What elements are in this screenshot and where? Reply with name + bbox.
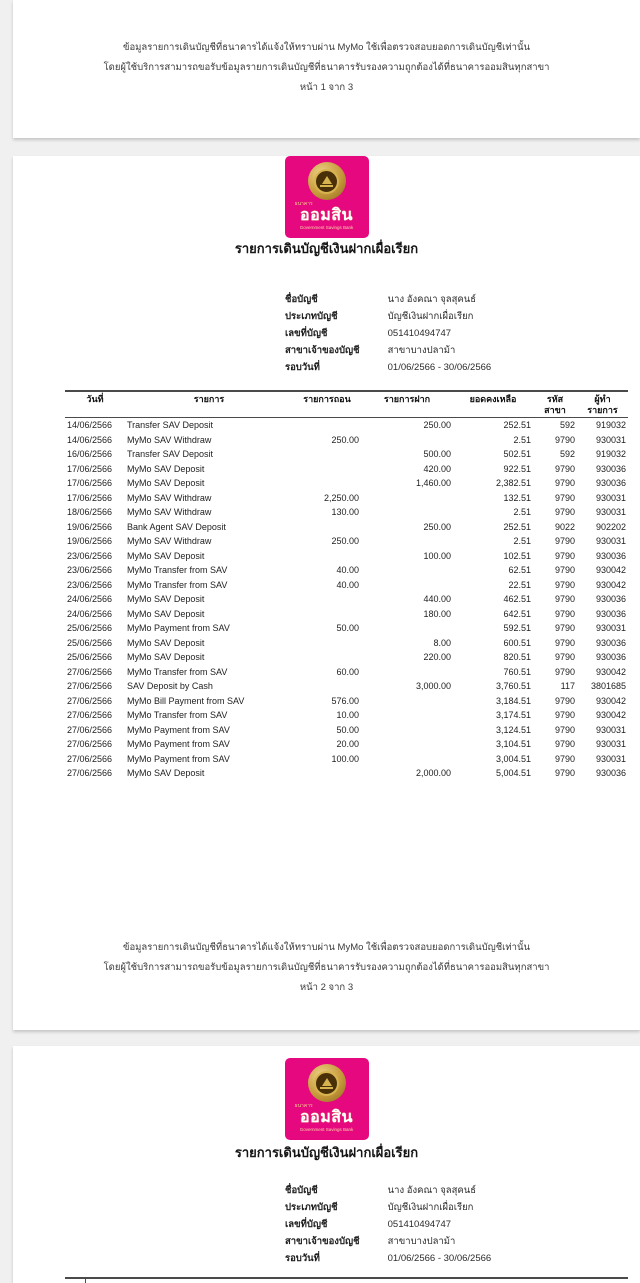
account-info-block bbox=[285, 1182, 640, 1267]
table-cell bbox=[293, 607, 361, 622]
header-description: รายการ bbox=[125, 391, 293, 418]
table-cell: 23/06/2566 bbox=[67, 550, 113, 561]
table-cell: 2.51 bbox=[513, 434, 531, 445]
table-cell: 40.00 bbox=[336, 579, 359, 590]
table-cell: 440.00 bbox=[423, 594, 451, 604]
table-cell bbox=[361, 433, 453, 448]
account-info-row bbox=[285, 359, 640, 376]
table-cell: 250.00 bbox=[331, 536, 359, 546]
table-cell: 2.51 bbox=[513, 507, 531, 517]
table-cell bbox=[293, 520, 361, 535]
account-number-label: เลขที่บัญชี bbox=[285, 1219, 328, 1230]
table-cell bbox=[361, 723, 453, 738]
table-cell: 9790 bbox=[554, 492, 575, 503]
table-cell: 3801685 bbox=[590, 681, 626, 691]
table-cell: 576.00 bbox=[331, 695, 359, 706]
table-cell: MyMo Transfer from SAV bbox=[127, 666, 228, 677]
table-cell: 3,000.00 bbox=[415, 681, 451, 691]
table-cell: 62.51 bbox=[508, 565, 531, 575]
table-cell: 17/06/2566 bbox=[67, 463, 113, 474]
logo-bank-word: ธนาคาร bbox=[294, 1103, 313, 1109]
table-row bbox=[65, 433, 628, 448]
table-cell: 502.51 bbox=[503, 449, 531, 459]
table-cell: 930036 bbox=[595, 637, 626, 648]
table-cell: 2,382.51 bbox=[495, 478, 531, 488]
header-branch-code bbox=[533, 391, 577, 418]
table-cell: 592 bbox=[559, 420, 575, 430]
next-table-top-border bbox=[65, 1277, 628, 1283]
table-cell: MyMo SAV Withdraw bbox=[127, 536, 212, 546]
transactions-table bbox=[65, 390, 628, 781]
table-cell bbox=[293, 418, 361, 433]
table-cell: 27/06/2566 bbox=[67, 681, 113, 691]
table-cell: 820.51 bbox=[503, 652, 531, 662]
table-row bbox=[65, 476, 628, 491]
table-row bbox=[65, 737, 628, 752]
table-cell: 930036 bbox=[595, 478, 626, 488]
table-cell: MyMo SAV Deposit bbox=[127, 550, 205, 561]
table-cell bbox=[293, 766, 361, 781]
table-cell: 9790 bbox=[554, 666, 575, 677]
table-cell: 2.51 bbox=[513, 536, 531, 546]
table-cell bbox=[293, 462, 361, 477]
page-indicator: หน้า 1 จาก 3 bbox=[299, 82, 354, 93]
gsb-emblem-inner bbox=[314, 169, 339, 194]
gsb-emblem-glyph bbox=[322, 1078, 332, 1086]
header-date: วันที่ bbox=[65, 391, 125, 418]
table-cell: 8.00 bbox=[433, 637, 451, 648]
table-cell: Transfer SAV Deposit bbox=[127, 449, 214, 459]
table-cell: 17/06/2566 bbox=[67, 478, 113, 488]
logo-bank-name: ออมสิน bbox=[300, 207, 353, 224]
table-cell: 930042 bbox=[595, 579, 626, 590]
gsb-emblem-glyph bbox=[322, 176, 332, 184]
table-cell: 20.00 bbox=[336, 739, 359, 749]
header-operator-line2: รายการ bbox=[587, 404, 618, 415]
table-cell bbox=[361, 737, 453, 752]
table-cell: 102.51 bbox=[503, 550, 531, 561]
header-operator bbox=[577, 391, 628, 418]
table-cell bbox=[361, 534, 453, 549]
logo-bank-word: ธนาคาร bbox=[294, 201, 313, 207]
table-cell: 3,184.51 bbox=[495, 695, 531, 706]
page-3-fragment bbox=[13, 1046, 640, 1283]
logo-bank-name: ออมสิน bbox=[300, 1109, 353, 1126]
table-cell: 9790 bbox=[554, 550, 575, 561]
table-cell: 9790 bbox=[554, 637, 575, 648]
table-cell: 919032 bbox=[595, 449, 626, 459]
account-info-block bbox=[285, 291, 640, 376]
table-row bbox=[65, 723, 628, 738]
table-cell: 9790 bbox=[554, 710, 575, 720]
gsb-emblem-base bbox=[320, 1087, 333, 1089]
table-cell: 25/06/2566 bbox=[67, 637, 113, 648]
table-cell bbox=[361, 665, 453, 680]
table-cell bbox=[361, 563, 453, 578]
gsb-emblem-base bbox=[320, 185, 333, 187]
table-cell bbox=[361, 505, 453, 520]
table-cell: 3,004.51 bbox=[495, 753, 531, 764]
table-row bbox=[65, 462, 628, 477]
statement-title: รายการเดินบัญชีเงินฝากเผื่อเรียก bbox=[234, 241, 419, 256]
account-info-row bbox=[285, 342, 640, 359]
table-cell bbox=[361, 578, 453, 593]
account-info-row bbox=[285, 1182, 640, 1199]
table-cell: 27/06/2566 bbox=[67, 724, 113, 735]
disclaimer-line-2: โดยผู้ใช้บริการสามารถขอรับข้อมูลรายการเดินบัญชีที่ธนาคารรับรองความถูกต้องได้ที่ธนาคารออมสินทุกสาขา bbox=[103, 962, 550, 973]
disclaimer-line-2: โดยผู้ใช้บริการสามารถขอรับข้อมูลรายการเดินบัญชีที่ธนาคารรับรองความถูกต้องได้ที่ธนาคารออมสินทุกสาขา bbox=[103, 62, 550, 73]
table-cell bbox=[293, 679, 361, 694]
account-info-row bbox=[285, 291, 640, 308]
table-cell: 27/06/2566 bbox=[67, 666, 113, 677]
table-cell: 930042 bbox=[595, 666, 626, 677]
table-cell: MyMo Payment from SAV bbox=[127, 623, 230, 633]
table-cell: 9022 bbox=[554, 521, 575, 532]
table-cell: MyMo Payment from SAV bbox=[127, 753, 230, 764]
account-type-value: บัญชีเงินฝากเผื่อเรียก bbox=[387, 311, 474, 322]
table-row bbox=[65, 607, 628, 622]
table-row bbox=[65, 665, 628, 680]
table-cell: 60.00 bbox=[336, 666, 359, 677]
table-cell: 23/06/2566 bbox=[67, 579, 113, 590]
table-cell bbox=[293, 476, 361, 491]
table-cell: 922.51 bbox=[503, 463, 531, 474]
statement-period-label: รอบวันที่ bbox=[285, 1253, 320, 1264]
table-row bbox=[65, 636, 628, 651]
table-cell: MyMo Transfer from SAV bbox=[127, 565, 228, 575]
table-cell: 50.00 bbox=[336, 623, 359, 633]
table-cell: 18/06/2566 bbox=[67, 507, 113, 517]
logo-bank-name-en: Government Savings Bank bbox=[299, 225, 354, 230]
statement-period-label: รอบวันที่ bbox=[285, 362, 320, 373]
table-cell: 27/06/2566 bbox=[67, 768, 113, 778]
table-cell: 27/06/2566 bbox=[67, 739, 113, 749]
table-cell: 9790 bbox=[554, 768, 575, 778]
table-cell bbox=[293, 636, 361, 651]
account-info-row bbox=[285, 1216, 640, 1233]
table-cell: 132.51 bbox=[503, 492, 531, 503]
table-cell: 1,460.00 bbox=[415, 478, 451, 488]
table-cell: 930031 bbox=[595, 536, 626, 546]
table-cell: 760.51 bbox=[503, 666, 531, 677]
table-cell: 3,124.51 bbox=[495, 724, 531, 735]
table-cell: 592 bbox=[559, 449, 575, 459]
table-cell bbox=[361, 694, 453, 709]
table-row bbox=[65, 447, 628, 462]
table-cell: 930036 bbox=[595, 594, 626, 604]
table-cell: 902202 bbox=[595, 521, 626, 532]
table-cell: 9790 bbox=[554, 695, 575, 706]
table-cell: 100.00 bbox=[331, 753, 359, 764]
account-name-label: ชื่อบัญชี bbox=[285, 294, 318, 305]
table-cell: 930042 bbox=[595, 695, 626, 706]
table-cell: MyMo SAV Deposit bbox=[127, 478, 205, 488]
table-cell: MyMo SAV Deposit bbox=[127, 637, 205, 648]
table-cell: 16/06/2566 bbox=[67, 449, 113, 459]
table-cell: 462.51 bbox=[503, 594, 531, 604]
statement-period-value: 01/06/2566 - 30/06/2566 bbox=[387, 362, 492, 373]
header-deposit: รายการฝาก bbox=[361, 391, 453, 418]
table-cell: 9790 bbox=[554, 579, 575, 590]
table-cell: 930036 bbox=[595, 608, 626, 619]
table-cell: 130.00 bbox=[331, 507, 359, 517]
table-cell bbox=[361, 752, 453, 767]
table-cell: MyMo SAV Withdraw bbox=[127, 434, 212, 445]
table-cell bbox=[293, 549, 361, 564]
table-cell: 420.00 bbox=[423, 463, 451, 474]
table-cell: 5,004.51 bbox=[495, 768, 531, 778]
table-row bbox=[65, 708, 628, 723]
account-branch-label: สาขาเจ้าของบัญชี bbox=[285, 345, 360, 356]
table-row bbox=[65, 491, 628, 506]
table-cell: 930031 bbox=[595, 739, 626, 749]
table-cell: 9790 bbox=[554, 478, 575, 488]
table-cell: SAV Deposit by Cash bbox=[127, 681, 213, 691]
table-cell: 250.00 bbox=[423, 420, 451, 430]
table-row bbox=[65, 766, 628, 781]
table-cell: 642.51 bbox=[503, 608, 531, 619]
table-cell: 14/06/2566 bbox=[67, 434, 113, 445]
table-cell: 9790 bbox=[554, 507, 575, 517]
table-cell: 500.00 bbox=[423, 449, 451, 459]
table-cell: MyMo SAV Withdraw bbox=[127, 492, 212, 503]
table-row bbox=[65, 592, 628, 607]
table-cell: 24/06/2566 bbox=[67, 608, 113, 619]
account-type-label: ประเภทบัญชี bbox=[285, 1202, 338, 1213]
table-cell: 930036 bbox=[595, 463, 626, 474]
table-cell bbox=[361, 491, 453, 506]
table-cell: 250.00 bbox=[331, 434, 359, 445]
table-cell: 930031 bbox=[595, 492, 626, 503]
table-cell: 19/06/2566 bbox=[67, 521, 113, 532]
account-branch-value: สาขาบางปลาม้า bbox=[387, 1236, 456, 1247]
gsb-bank-logo bbox=[285, 156, 369, 238]
table-row bbox=[65, 549, 628, 564]
table-cell: 27/06/2566 bbox=[67, 695, 113, 706]
table-cell: 930036 bbox=[595, 652, 626, 662]
table-row bbox=[65, 534, 628, 549]
table-cell: 180.00 bbox=[423, 608, 451, 619]
table-row bbox=[65, 520, 628, 535]
gsb-bank-logo bbox=[285, 1058, 369, 1140]
table-cell: 27/06/2566 bbox=[67, 710, 113, 720]
table-cell: 27/06/2566 bbox=[67, 753, 113, 764]
table-cell: Bank Agent SAV Deposit bbox=[127, 521, 226, 532]
table-cell: 930036 bbox=[595, 550, 626, 561]
table-cell: 23/06/2566 bbox=[67, 565, 113, 575]
table-cell: 3,760.51 bbox=[495, 681, 531, 691]
table-cell bbox=[293, 650, 361, 665]
table-cell: 40.00 bbox=[336, 565, 359, 575]
logo-bank-name-en: Government Savings Bank bbox=[299, 1127, 354, 1132]
table-row bbox=[65, 621, 628, 636]
table-cell: 25/06/2566 bbox=[67, 623, 113, 633]
table-cell: 930031 bbox=[595, 724, 626, 735]
table-cell: 250.00 bbox=[423, 521, 451, 532]
header-branch-line2: สาขา bbox=[544, 404, 566, 415]
account-info-row bbox=[285, 1199, 640, 1216]
account-number-value: 051410494747 bbox=[387, 1219, 452, 1230]
table-cell: 14/06/2566 bbox=[67, 420, 113, 430]
table-cell: 50.00 bbox=[336, 724, 359, 735]
table-cell: 17/06/2566 bbox=[67, 492, 113, 503]
page-2-statement bbox=[13, 156, 640, 1030]
table-cell: 930042 bbox=[595, 565, 626, 575]
transactions-body bbox=[65, 418, 628, 781]
table-cell: MyMo SAV Deposit bbox=[127, 652, 205, 662]
table-cell: MyMo SAV Withdraw bbox=[127, 507, 212, 517]
table-cell: 9790 bbox=[554, 623, 575, 633]
table-cell: 9790 bbox=[554, 724, 575, 735]
table-cell: 252.51 bbox=[503, 521, 531, 532]
table-cell: 22.51 bbox=[508, 579, 531, 590]
table-cell: 117 bbox=[560, 681, 575, 691]
table-cell: 9790 bbox=[554, 608, 575, 619]
table-cell: 19/06/2566 bbox=[67, 536, 113, 546]
account-number-value: 051410494747 bbox=[387, 328, 452, 339]
account-type-label: ประเภทบัญชี bbox=[285, 311, 338, 322]
header-balance: ยอดคงเหลือ bbox=[453, 391, 533, 418]
page2-disclaimer bbox=[13, 938, 640, 998]
table-cell: 10.00 bbox=[336, 710, 359, 720]
table-cell: 220.00 bbox=[423, 652, 451, 662]
table-cell bbox=[361, 708, 453, 723]
account-info-row bbox=[285, 325, 640, 342]
table-cell: 9790 bbox=[554, 463, 575, 474]
table-cell: 100.00 bbox=[423, 550, 451, 561]
header-withdrawal: รายการถอน bbox=[293, 391, 361, 418]
header-branch-line1: รหัส bbox=[546, 394, 564, 404]
table-cell bbox=[293, 447, 361, 462]
table-cell: 930042 bbox=[595, 710, 626, 720]
table-cell: MyMo SAV Deposit bbox=[127, 463, 205, 474]
table-cell: 3,104.51 bbox=[495, 739, 531, 749]
account-branch-label: สาขาเจ้าของบัญชี bbox=[285, 1236, 360, 1247]
account-info-row bbox=[285, 1250, 640, 1267]
table-row bbox=[65, 694, 628, 709]
table-cell: 24/06/2566 bbox=[67, 594, 113, 604]
disclaimer-line-1: ข้อมูลรายการเดินบัญชีที่ธนาคารได้แจ้งให้ทราบผ่าน MyMo ใช้เพื่อตรวจสอบยอดการเดินบัญชีเท่านั้น bbox=[122, 942, 531, 953]
page1-disclaimer bbox=[13, 0, 640, 98]
account-type-value: บัญชีเงินฝากเผื่อเรียก bbox=[387, 1202, 474, 1213]
table-cell: 930031 bbox=[595, 434, 626, 445]
statement-period-value: 01/06/2566 - 30/06/2566 bbox=[387, 1253, 492, 1264]
table-cell: 930031 bbox=[595, 507, 626, 517]
gsb-emblem-icon bbox=[308, 1064, 346, 1102]
table-cell: 25/06/2566 bbox=[67, 652, 113, 662]
table-cell: 930036 bbox=[595, 768, 626, 778]
table-cell: 930031 bbox=[595, 753, 626, 764]
table-cell: 9790 bbox=[554, 536, 575, 546]
account-info-row bbox=[285, 308, 640, 325]
account-name-value: นาง อังคณา จุลสุคนธ์ bbox=[387, 294, 477, 305]
page-gap bbox=[0, 1030, 640, 1046]
table-cell: 9790 bbox=[554, 753, 575, 764]
table-cell: MyMo Transfer from SAV bbox=[127, 710, 228, 720]
table-cell: 592.51 bbox=[503, 623, 531, 633]
table-row bbox=[65, 752, 628, 767]
table-cell: 9790 bbox=[554, 739, 575, 749]
table-cell: MyMo Transfer from SAV bbox=[127, 579, 228, 590]
table-cell: Transfer SAV Deposit bbox=[127, 420, 214, 430]
table-cell: 2,000.00 bbox=[415, 768, 451, 778]
table-cell: 9790 bbox=[554, 652, 575, 662]
table-cell: MyMo Bill Payment from SAV bbox=[127, 695, 245, 706]
table-cell bbox=[361, 621, 453, 636]
table-cell: 9790 bbox=[554, 594, 575, 604]
table-cell bbox=[293, 592, 361, 607]
table-cell: 3,174.51 bbox=[495, 710, 531, 720]
table-row bbox=[65, 418, 628, 433]
page-gap bbox=[0, 138, 640, 153]
page-indicator: หน้า 2 จาก 3 bbox=[299, 982, 354, 993]
table-row bbox=[65, 563, 628, 578]
table-cell: MyMo SAV Deposit bbox=[127, 768, 205, 778]
table-cell: 9790 bbox=[554, 434, 575, 445]
table-cell: 9790 bbox=[554, 565, 575, 575]
table-cell: MyMo SAV Deposit bbox=[127, 594, 205, 604]
page-1-fragment bbox=[13, 0, 640, 138]
statement-title: รายการเดินบัญชีเงินฝากเผื่อเรียก bbox=[234, 1145, 419, 1160]
table-row bbox=[65, 578, 628, 593]
account-branch-value: สาขาบางปลาม้า bbox=[387, 345, 456, 356]
table-cell: MyMo Payment from SAV bbox=[127, 739, 230, 749]
table-row bbox=[65, 679, 628, 694]
table-cell: MyMo Payment from SAV bbox=[127, 724, 230, 735]
header-operator-line1: ผู้ทำ bbox=[594, 394, 611, 404]
account-name-value: นาง อังคณา จุลสุคนธ์ bbox=[387, 1185, 477, 1196]
table-row bbox=[65, 650, 628, 665]
table-cell: 2,250.00 bbox=[323, 492, 359, 503]
table-cell: 600.51 bbox=[503, 637, 531, 648]
account-name-label: ชื่อบัญชี bbox=[285, 1185, 318, 1196]
table-header-row bbox=[65, 391, 628, 418]
gsb-emblem-inner bbox=[314, 1071, 339, 1096]
table-cell: MyMo SAV Deposit bbox=[127, 608, 205, 619]
disclaimer-line-1: ข้อมูลรายการเดินบัญชีที่ธนาคารได้แจ้งให้ทราบผ่าน MyMo ใช้เพื่อตรวจสอบยอดการเดินบัญชีเท่านั้น bbox=[122, 42, 531, 53]
gsb-emblem-icon bbox=[308, 162, 346, 200]
table-cell: 252.51 bbox=[503, 420, 531, 430]
table-cell: 919032 bbox=[595, 420, 626, 430]
table-row bbox=[65, 505, 628, 520]
account-info-row bbox=[285, 1233, 640, 1250]
account-number-label: เลขที่บัญชี bbox=[285, 328, 328, 339]
table-cell: 930031 bbox=[595, 623, 626, 633]
